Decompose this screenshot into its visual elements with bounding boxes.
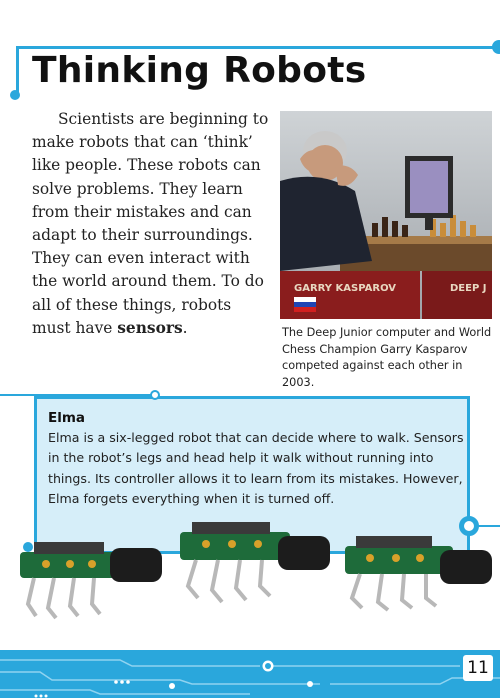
footer-band	[0, 650, 500, 698]
page-number: 11	[463, 655, 493, 681]
intro-text-end: .	[182, 318, 188, 337]
intro-bold-term: sensors	[117, 318, 183, 337]
intro-text: Scientists are beginning to make robots that can ‘think’ like people. These robots can solve problems. They learn from their mistakes and can adapt to their surroundings. They can even interact with the world around them. To do all of these things, robots must have	[32, 110, 269, 337]
kasparov-chess-photo	[280, 111, 492, 319]
elma-heading: Elma	[48, 410, 86, 426]
title-accent-dot	[10, 90, 20, 100]
nameplate-right: DEEP J	[450, 283, 487, 294]
page-title: Thinking Robots	[32, 50, 367, 91]
elma-robot-3	[345, 536, 492, 610]
nameplate-left: GARRY KASPAROV	[294, 283, 397, 294]
title-accent-dot-right	[492, 40, 500, 54]
intro-paragraph	[32, 108, 272, 340]
elma-robot-2	[180, 522, 330, 602]
circuit-pattern	[0, 650, 500, 698]
elma-body: Elma is a six-legged robot that can decide where to walk. Sensors in the robot’s legs and head help it walk without running into things. Its controller allows it to learn from its mistakes. However, Elma forgets everything when it is turned off.	[48, 430, 464, 506]
panel-connector-dot	[150, 390, 160, 400]
photo-illustration	[280, 111, 492, 319]
elma-robot-1	[20, 542, 162, 618]
elma-robots-illustration	[0, 512, 500, 632]
photo-caption: The Deep Junior computer and World Chess Champion Garry Kasparov competed against each other in 2003.	[282, 326, 492, 389]
